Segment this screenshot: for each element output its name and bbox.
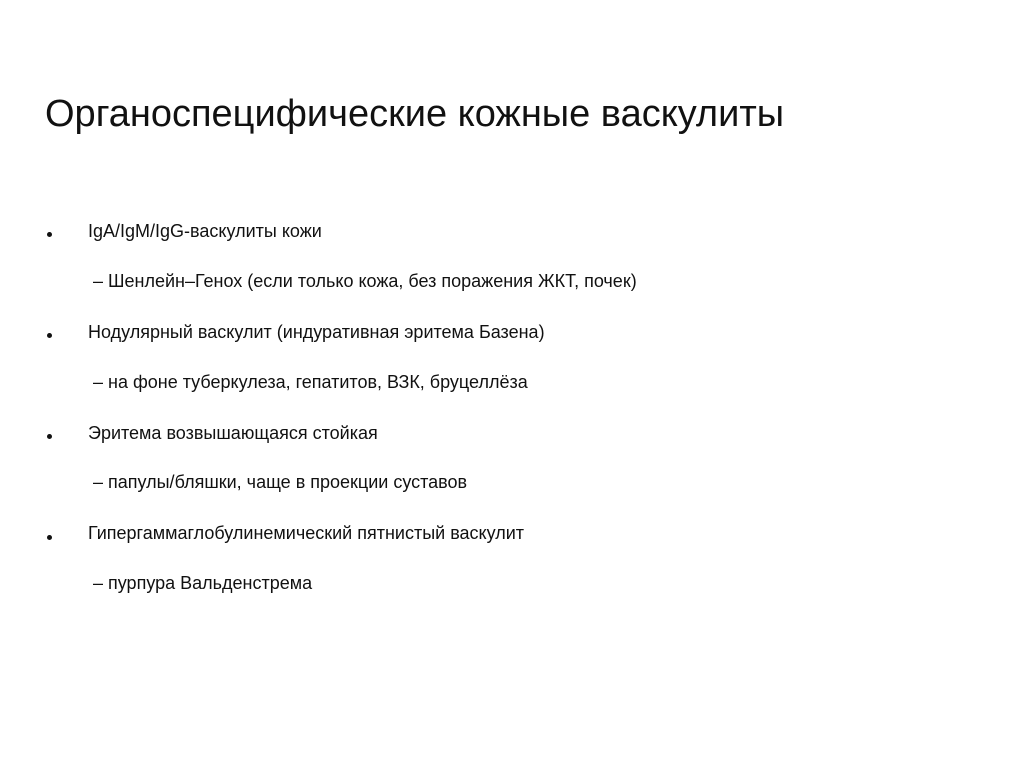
list-subitem: – на фоне туберкулеза, гепатитов, ВЗК, бруцеллёза [93,372,528,392]
list-item: Нодулярный васкулит (индуративная эритема Базена) [88,322,545,342]
slide-title: Органоспецифические кожные васкулиты [45,93,785,135]
bullet-icon [47,434,52,439]
bullet-icon [47,232,52,237]
list-item: Гипергаммаглобулинемический пятнистый васкулит [88,523,525,543]
bullet-icon [47,333,52,338]
list-subitem: – Шенлейн–Генох (если только кожа, без поражения ЖКТ, почек) [93,271,637,291]
list-subitem: – пурпура Вальденстрема [93,573,313,593]
list-item: IgA/IgM/IgG-васкулиты кожи [88,221,322,241]
bullet-icon [47,535,52,540]
list-item: Эритема возвышающаяся стойкая [88,423,378,443]
list-subitem: – папулы/бляшки, чаще в проекции суставов [93,472,468,492]
